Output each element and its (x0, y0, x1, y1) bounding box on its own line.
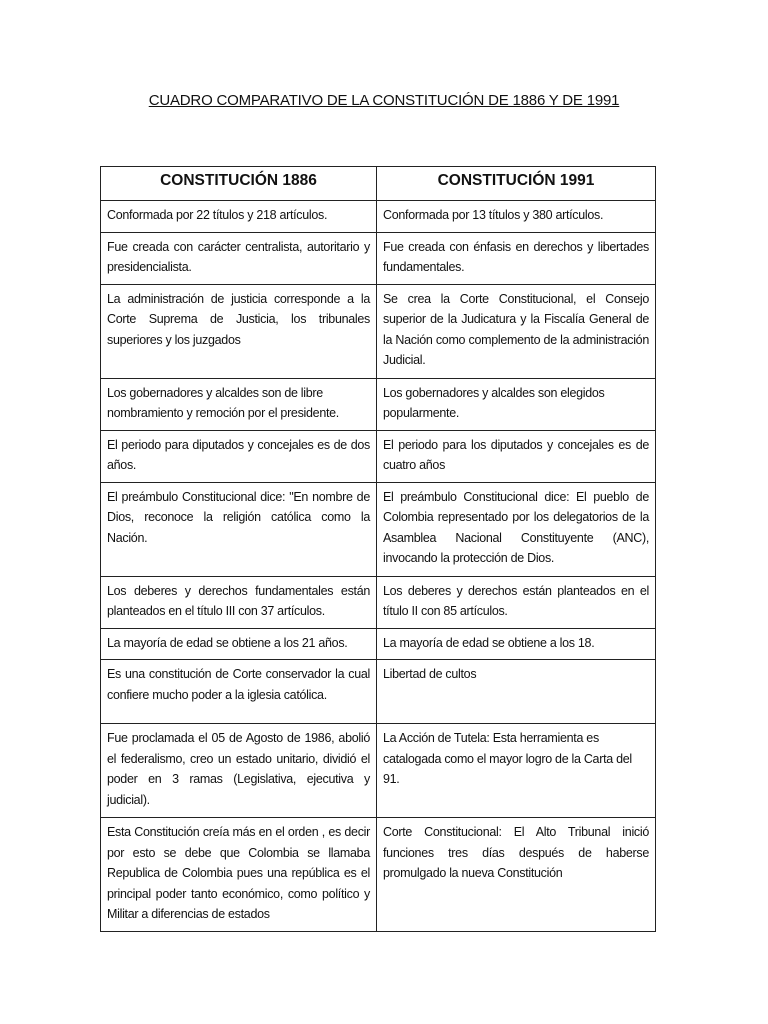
table-row (101, 628, 656, 660)
header-1886: CONSTITUCIÓN 1886 (101, 167, 377, 201)
cell-1886: La mayoría de edad se obtiene a los 21 años. (101, 628, 377, 660)
cell-1991: Se crea la Corte Constitucional, el Consejo superior de la Judicatura y la Fiscalía General de la Nación como complemento de la administración Judicial. (377, 284, 656, 378)
cell-1886: Fue proclamada el 05 de Agosto de 1986, abolió el federalismo, creo un estado unitario, dividió el poder en 3 ramas (Legislativa, ejecutiva y judicial). (101, 724, 377, 818)
cell-1886: El periodo para diputados y concejales es de dos años. (101, 430, 377, 482)
header-1991: CONSTITUCIÓN 1991 (377, 167, 656, 201)
table-row (101, 576, 656, 628)
cell-1886: Los gobernadores y alcaldes son de libre nombramiento y remoción por el presidente. (101, 378, 377, 430)
cell-1886: Conformada por 22 títulos y 218 artículos. (101, 200, 377, 232)
table-row (101, 232, 656, 284)
cell-1991: El periodo para los diputados y concejales es de cuatro años (377, 430, 656, 482)
cell-1886: Es una constitución de Corte conservador la cual confiere mucho poder a la iglesia católica. (101, 660, 377, 724)
comparison-table (100, 166, 656, 932)
table-row (101, 200, 656, 232)
cell-1991: Libertad de cultos (377, 660, 656, 724)
table-row (101, 430, 656, 482)
cell-1991: Los gobernadores y alcaldes son elegidos popularmente. (377, 378, 656, 430)
table-row (101, 378, 656, 430)
document-title: CUADRO COMPARATIVO DE LA CONSTITUCIÓN DE 1886 Y DE 1991 (148, 92, 620, 109)
cell-1991: Conformada por 13 títulos y 380 artículos. (377, 200, 656, 232)
table-row (101, 284, 656, 378)
table-row (101, 660, 656, 724)
cell-1991: Los deberes y derechos están planteados en el título II con 85 artículos. (377, 576, 656, 628)
table-row (101, 482, 656, 576)
cell-1991: El preámbulo Constitucional dice: El pueblo de Colombia representado por los delegatorios de la Asamblea Nacional Constituyente (ANC), invocando la protección de Dios. (377, 482, 656, 576)
cell-1991: Fue creada con énfasis en derechos y libertades fundamentales. (377, 232, 656, 284)
cell-1991: Corte Constitucional: El Alto Tribunal inició funciones tres días después de haberse promulgado la nueva Constitución (377, 818, 656, 932)
table-header-row (101, 167, 656, 201)
table-row (101, 724, 656, 818)
cell-1886: Fue creada con carácter centralista, autoritario y presidencialista. (101, 232, 377, 284)
cell-1991: La Acción de Tutela: Esta herramienta es catalogada como el mayor logro de la Carta del 91. (377, 724, 656, 818)
cell-1886: El preámbulo Constitucional dice: "En nombre de Dios, reconoce la religión católica como la Nación. (101, 482, 377, 576)
cell-1886: Los deberes y derechos fundamentales están planteados en el título III con 37 artículos. (101, 576, 377, 628)
cell-1886: Esta Constitución creía más en el orden , es decir por esto se debe que Colombia se llamaba Republica de Colombia pues una república es el principal poder tanto económico, como político y Militar a diferencias de estados (101, 818, 377, 932)
cell-1991: La mayoría de edad se obtiene a los 18. (377, 628, 656, 660)
cell-1886: La administración de justicia corresponde a la Corte Suprema de Justicia, los tribunales superiores y los juzgados (101, 284, 377, 378)
table-row (101, 818, 656, 932)
